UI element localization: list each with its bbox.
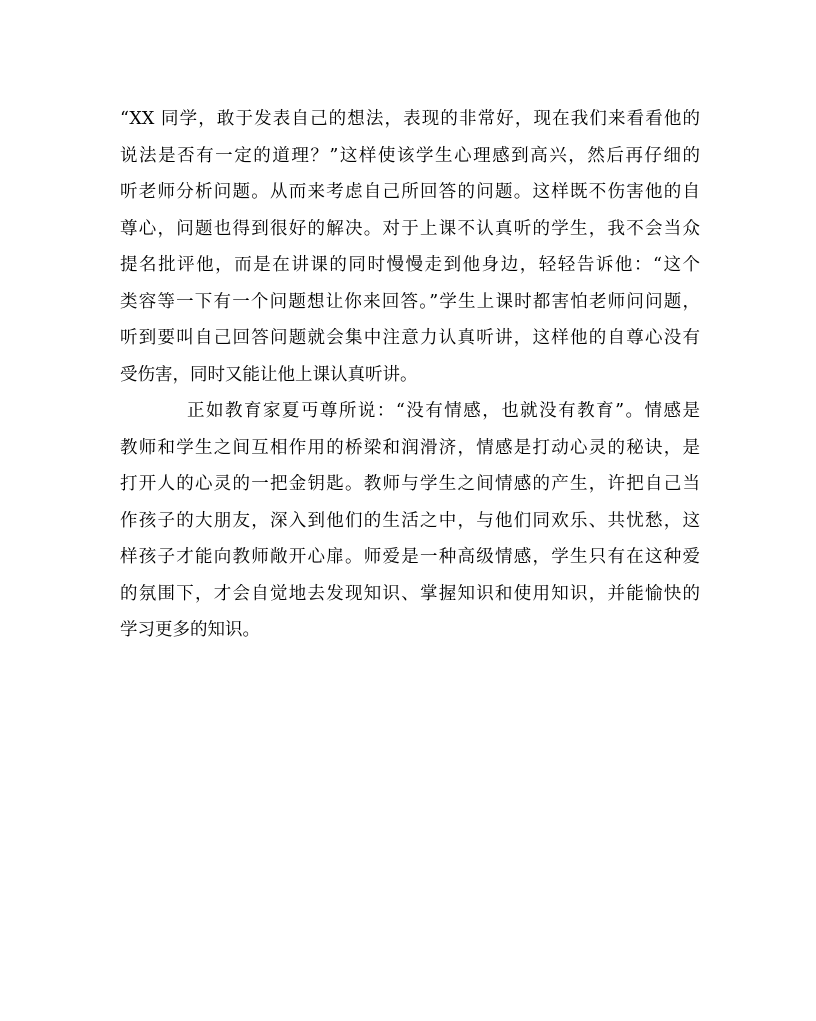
text-line: 类容等一下有一个问题想让你来回答。”学生上课时都害怕老师问问题， [120,291,700,312]
text-line: 教师和学生之间互相作用的桥梁和润滑济，情感是打动心灵的秘诀，是 [120,437,700,458]
text-line: “XX 同学，敢于发表自己的想法，表现的非常好，现在我们来看看他的 [120,109,700,129]
paragraph-2 [120,393,700,649]
text-line: 学习更多的知识。 [120,620,260,640]
text-line: 听老师分析问题。从而来考虑自己所回答的问题。这样既不伤害他的自 [120,182,700,202]
document-body [120,101,700,649]
paragraph-1 [120,101,700,393]
text-line: 作孩子的大朋友，深入到他们的生活之中，与他们同欢乐、共忧愁，这 [120,510,700,531]
text-line: 样孩子才能向教师敞开心扉。师爱是一种高级情感，学生只有在这种爱 [120,547,700,567]
text-line: 打开人的心灵的一把金钥匙。教师与学生之间情感的产生，许把自己当 [120,474,700,494]
text-line: 听到要叫自己回答问题就会集中注意力认真听讲，这样他的自尊心没有 [120,328,700,348]
text-line: 正如教育家夏丏尊所说：“没有情感，也就没有教育”。情感是 [187,401,700,421]
text-line: 提名批评他，而是在讲课的同时慢慢走到他身边，轻轻告诉他：“这个 [120,255,700,275]
text-line: 说法是否有一定的道理？”这样使该学生心理感到高兴，然后再仔细的 [120,145,700,166]
text-line: 的氛围下，才会自觉地去发现知识、掌握知识和使用知识，并能愉快的 [120,583,700,604]
text-line: 受伤害，同时又能让他上课认真听讲。 [120,364,418,385]
text-line: 尊心，问题也得到很好的解决。对于上课不认真听的学生，我不会当众 [120,218,700,239]
